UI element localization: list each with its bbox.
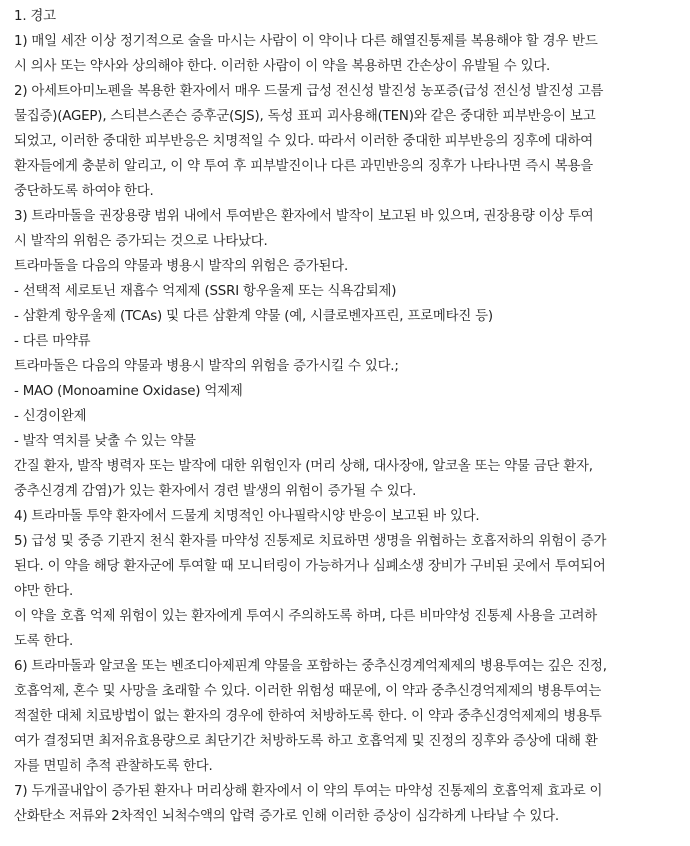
- doc-line: 호흡억제, 혼수 및 사망을 초래할 수 있다. 이러한 위험성 때문에, 이 약과 중추신경억제제의 병용투여는: [14, 684, 602, 699]
- doc-line: 1) 매일 세잔 이상 정기적으로 술을 마시는 사람이 이 약이나 다른 해열진통제를 복용해야 할 경우 반드: [14, 34, 598, 49]
- doc-line: 적절한 대체 치료방법이 없는 환자의 경우에 한하여 처방하도록 한다. 이 약과 중추신경억제제의 병용투: [14, 709, 602, 724]
- doc-line: 물집증)(AGEP), 스티븐스존슨 증후군(SJS), 독성 표피 괴사용해(TEN)와 같은 중대한 피부반응이 보고: [14, 109, 596, 124]
- doc-line: 시 발작의 위험은 증가되는 것으로 나타났다.: [14, 234, 268, 249]
- doc-line: 간질 환자, 발작 병력자 또는 발작에 대한 위험인자 (머리 상해, 대사장애, 알코올 또는 약물 금단 환자,: [14, 459, 593, 474]
- doc-line: 산화탄소 저류와 2차적인 뇌척수액의 압력 증가로 인해 이러한 증상이 심각하게 나타날 수 있다.: [14, 809, 559, 824]
- doc-line: - 삼환계 항우울제 (TCAs) 및 다른 삼환계 약물 (예, 시클로벤자프린, 프로메타진 등): [14, 309, 493, 324]
- doc-line: 트라마돌은 다음의 약물과 병용시 발작의 위험을 증가시킬 수 있다.;: [14, 359, 399, 374]
- doc-line: 3) 트라마돌을 권장용량 범위 내에서 투여받은 환자에서 발작이 보고된 바 있으며, 권장용량 이상 투여: [14, 209, 594, 224]
- doc-line: - 다른 마약류: [14, 334, 91, 349]
- doc-line: - 선택적 세로토닌 재흡수 억제제 (SSRI 항우울제 또는 식욕감퇴제): [14, 284, 397, 299]
- doc-line: - 신경이완제: [14, 409, 87, 424]
- doc-line: 야만 한다.: [14, 584, 74, 599]
- doc-line: - MAO (Monoamine Oxidase) 억제제: [14, 384, 243, 399]
- doc-line: 시 의사 또는 약사와 상의해야 한다. 이러한 사람이 이 약을 복용하면 간손상이 유발될 수 있다.: [14, 59, 551, 74]
- doc-line-heading: 1. 경고: [14, 9, 56, 24]
- doc-line: 되었고, 이러한 중대한 피부반응은 치명적일 수 있다. 따라서 이러한 중대한 피부반응의 징후에 대하여: [14, 134, 593, 149]
- doc-line: 여가 결정되면 최저유효용량으로 최단기간 처방하도록 하고 호흡억제 및 진정의 징후와 증상에 대해 환: [14, 734, 598, 749]
- doc-line: 4) 트라마돌 투약 환자에서 드물게 치명적인 아나필락시양 반응이 보고된 바 있다.: [14, 509, 480, 524]
- doc-line: 도록 한다.: [14, 634, 74, 649]
- doc-line: 중단하도록 하여야 한다.: [14, 184, 154, 199]
- doc-line: 된다. 이 약을 해당 환자군에 투여할 때 모니터링이 가능하거나 심폐소생 장비가 구비된 곳에서 투여되어: [14, 559, 606, 574]
- doc-line: 자를 면밀히 추적 관찰하도록 한다.: [14, 759, 213, 774]
- doc-line: 2) 아세트아미노펜을 복용한 환자에서 매우 드물게 급성 전신성 발진성 농포증(급성 전신성 발진성 고름: [14, 84, 604, 99]
- doc-line: 7) 두개골내압이 증가된 환자나 머리상해 환자에서 이 약의 투여는 마약성 진통제의 호흡억제 효과로 이: [14, 784, 603, 799]
- warning-document: [14, 4, 686, 829]
- doc-line: 중추신경계 감염)가 있는 환자에서 경련 발생의 위험이 증가될 수 있다.: [14, 484, 417, 499]
- doc-line: 6) 트라마돌과 알코올 또는 벤조디아제핀계 약물을 포함하는 중추신경계억제제의 병용투여는 깊은 진정,: [14, 659, 607, 674]
- doc-line: 5) 급성 및 중증 기관지 천식 환자를 마약성 진통제로 치료하면 생명을 위협하는 호흡저하의 위험이 증가: [14, 534, 607, 549]
- doc-line: 이 약을 호흡 억제 위험이 있는 환자에게 투여시 주의하도록 하며, 다른 비마약성 진통제 사용을 고려하: [14, 609, 597, 624]
- doc-line: 환자들에게 충분히 알리고, 이 약 투여 후 피부발진이나 다른 과민반응의 징후가 나타나면 즉시 복용을: [14, 159, 593, 174]
- doc-line: - 발작 역치를 낮출 수 있는 약물: [14, 434, 196, 449]
- doc-line: 트라마돌을 다음의 약물과 병용시 발작의 위험은 증가된다.: [14, 259, 349, 274]
